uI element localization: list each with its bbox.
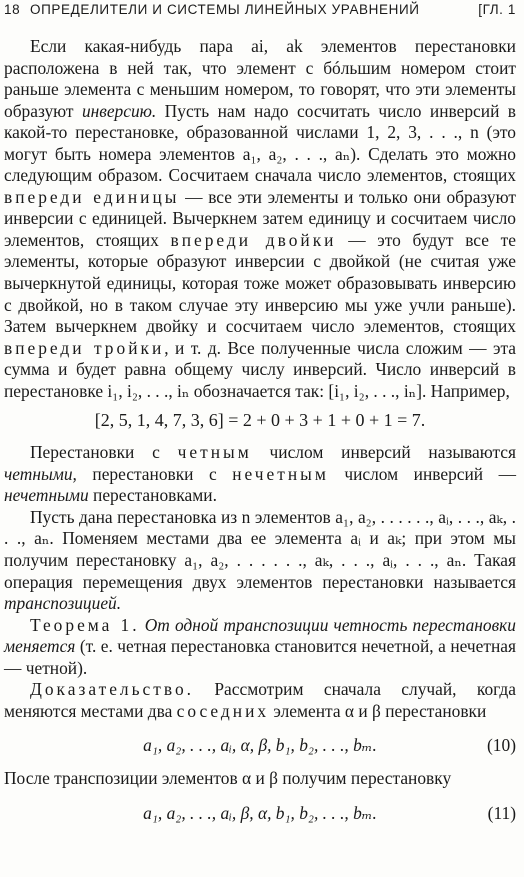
proof <box>4 679 516 722</box>
equation-body: a₁, a₂, . . ., aᵢ, β, α, b₁, b₂, . . ., bₘ. <box>143 802 377 823</box>
text-run: Пусть нам надо сосчитать число инверсий в какой-то перестановке, образованной числами 1, 2, 3, . . ., n (это могут быть номера элементов a <box>4 100 517 164</box>
equation-10 <box>4 730 516 760</box>
text-run: Пусть дана перестановка из n элементов a <box>30 506 343 527</box>
text-run: , и т. д. Все полученные числа сложим — эта сумма и будет равна общему числу инверсий. Число инверсий в перестановке i <box>4 337 516 401</box>
text-run: ; при этом мы получим перестановку a <box>4 528 516 571</box>
text-run: — это будут все те элементы, которые образуют инверсии с двойкой (не считая уже вычеркнутой единицы, которая тоже может образовывать инверсию с двойкой, но в таком случае эту инверсию мы уже учли раньше). Затем вычеркнем двойку и сосчитаем число элементов, стоящих <box>4 229 516 337</box>
spaced-emphasis: четным <box>177 442 252 463</box>
chapter-marker: [ГЛ. 1 <box>478 2 516 17</box>
text-run: (т. е. четная перестановка становится нечетной, а нечетная — четной). <box>4 636 516 678</box>
term-transposition: транспозицией. <box>4 593 122 614</box>
running-header <box>4 0 516 24</box>
inline-math: ₁, a₂, . . ., aₙ <box>250 143 351 164</box>
spaced-emphasis: впереди единицы <box>4 186 180 207</box>
text-run: числом инверсий — <box>328 463 516 484</box>
text-run: числом инверсий называются <box>251 442 516 463</box>
spaced-emphasis: нечетным <box>232 463 329 484</box>
equation-number: (10) <box>487 735 516 756</box>
text-run: перестановки с <box>76 463 233 484</box>
theorem-1 <box>4 615 516 680</box>
text-run: ). Сделать это можно следующим образом. Сосчитаем сначала число элементов, стоящих <box>4 143 517 186</box>
text-run: элементов перестановки расположена в ней так, что элемент с бóльшим номером стоит раньше элемента с меньшим номером, то говорят, что эти элементы образуют <box>4 36 516 121</box>
term-even: четными, <box>4 463 77 484</box>
inline-math: ᵢ и aₖ <box>358 528 402 549</box>
paragraph-parity <box>4 442 516 507</box>
page-body <box>4 36 516 828</box>
text-run: ]. Например, <box>416 380 510 401</box>
text-run: — все эти элементы и только они образуют инверсии с единицей. Вычеркнем затем единицу и сосчитаем число элементов, стоящих <box>4 186 516 250</box>
text-run: обозначается так: [i <box>189 380 340 401</box>
theorem-label: Теорема 1. <box>30 614 140 635</box>
page-number: 18 <box>4 2 21 17</box>
paragraph-inversions <box>4 36 516 402</box>
spaced-emphasis: впереди двойки <box>170 229 337 250</box>
text-run: . Поменяем местами два ее элемента a <box>49 528 359 549</box>
inline-math: ₁, i₂, . . ., iₙ <box>339 380 417 401</box>
spaced-emphasis: соседних <box>176 700 270 721</box>
equation-body: a₁, a₂, . . ., aᵢ, α, β, b₁, b₂, . . ., bₘ. <box>143 735 377 756</box>
text-run: элемента α и β перестановки <box>269 700 487 721</box>
text-run: . Такая операция перемещения двух элементов перестановки называется <box>4 550 516 592</box>
term-odd: нечетными <box>4 485 89 506</box>
subscript: i <box>258 36 264 56</box>
inline-math: ₁, a₂, . . . . . ., aₖ, . . ., aᵢ, . . ., aₙ <box>192 550 462 571</box>
equation-number: (11) <box>487 802 516 823</box>
text-run: Перестановки с <box>30 442 178 463</box>
paragraph-transposition <box>4 507 516 615</box>
paragraph-after-transposition: После транспозиции элементов α и β получим перестановку <box>4 768 452 789</box>
text-run: Если какая-нибудь пара a <box>30 36 259 56</box>
spaced-emphasis: впереди тройки <box>4 337 165 358</box>
inline-math: ₁, a₂, . . . . . ., aᵢ, . . ., aₖ, . . ., aₙ <box>4 506 516 549</box>
text-run: перестановками. <box>88 485 217 506</box>
text-run: , a <box>263 36 294 56</box>
term-inversion: инверсию. <box>81 100 157 121</box>
inline-math: ₁, i₂, . . ., iₙ <box>112 380 190 401</box>
running-title: ОПРЕДЕЛИТЕЛИ И СИСТЕМЫ ЛИНЕЙНЫХ УРАВНЕНИЙ <box>30 2 420 17</box>
text-run: Рассмотрим сначала случай, когда меняются местами два <box>4 679 516 721</box>
example-formula: [2, 5, 1, 4, 7, 3, 6] = 2 + 0 + 3 + 1 + 0 + 1 = 7. <box>94 410 426 431</box>
proof-label: Доказательство. <box>30 679 194 700</box>
equation-11 <box>4 798 516 828</box>
theorem-statement: От одной транспозиции четность перестановки меняется <box>4 614 516 657</box>
subscript: k <box>293 36 303 56</box>
